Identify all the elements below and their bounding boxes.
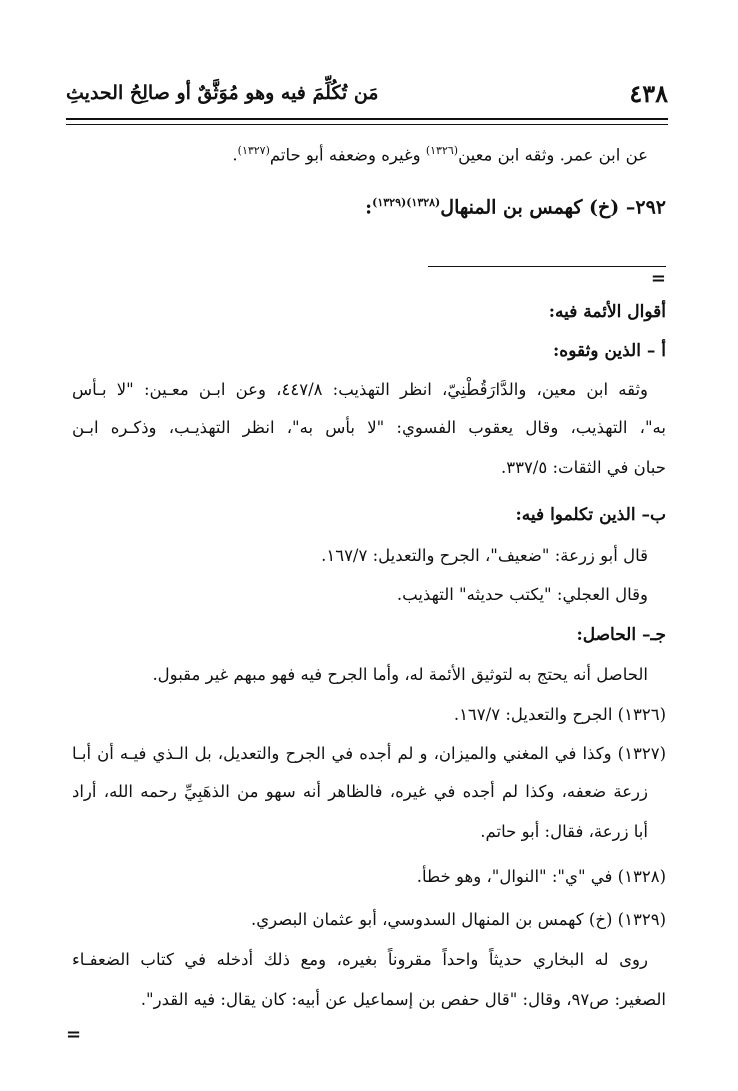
heading-result: جـ– الحاصل: [576,625,666,645]
body-text: وغيره وضعفه أبو حاتم [269,145,426,165]
entry-title-text: ٢٩٢– (خ) كهمس بن المنهال [440,196,666,219]
footnote-1327-line-3: أبا زرعة، فقال: أبو حاتم. [480,822,648,841]
continuation-mark-bottom: = [66,1024,82,1045]
trusted-line-3: حبان في الثقات: ٣٣٧/٥. [500,458,666,477]
entry-title-punct: : [365,196,373,219]
footnote-1327-line-1: (١٣٢٧) وكذا في المغني والميزان، و لم أجده في الجرح والتعديل، بل الـذي فيـه أن أبـا [72,744,666,763]
footnote-ref-1326: (١٣٢٦) [425,144,459,157]
entry-title [365,196,666,218]
header-rule [66,118,668,125]
footnote-1329-line-1: (١٣٢٩) (خ) كهمس بن المنهال السدوسي، أبو عثمان البصري. [251,910,666,929]
body-line-1 [232,144,648,165]
footnote-1327-line-2: زرعة ضعفه، وكذا لم أجده في غيره، فالظاهر أنه سهو من الذهَبِيِّ رحمه الله، أراد [72,782,648,801]
running-title: مَن تُكُلِّمَ فيه وهو مُوَثَّقٌ أو صالِحُ الحديثِ [66,82,379,104]
footnote-separator-rule [428,266,666,267]
trusted-line-1: وثقه ابن معين، والدَّارَقُطْنِيّ، انظر التهذيب: ٤٤٧/٨، وعن ابـن معـين: "لا بـأس [72,380,649,399]
body-text: عن ابن عمر. وثقه ابن معين [458,145,648,165]
page-header [66,70,668,116]
heading-sayings: أقوال الأئمة فيه: [548,302,666,322]
heading-critics: ب– الذين تكلموا فيه: [515,505,666,525]
result-line: الحاصل أنه يحتج به لتوثيق الأئمة له، وأما الجرح فيه فهو مبهم غير مقبول. [152,665,648,684]
footnote-1328: (١٣٢٨) في "ي": "النوال"، وهو خطأ. [416,867,666,886]
critics-line-1: قال أبو زرعة: "ضعيف"، الجرح والتعديل: ١٦٧/٧. [321,546,648,565]
page-number: ٤٣٨ [629,78,668,108]
continuation-mark: = [650,268,666,289]
footnote-ref-1327: (١٣٢٧) [237,144,270,157]
trusted-line-2: به"، التهذيب، وقال يعقوب الفسوي: "لا بأس به"، انظر التهذيـب، وذكـره ابـن [72,418,666,437]
critics-line-2: وقال العجلي: "يكتب حديثه" التهذيب. [396,585,648,604]
body-punct: . [232,145,238,165]
footnote-1329-line-3: الصغير: ص٩٧، وقال: "قال حفص بن إسماعيل عن أبيه: كان يقال: فيه القدر". [140,990,666,1009]
footnote-1329-line-2: روى له البخاري حديثاً واحداً مقروناً بغيره، ومع ذلك أدخله في كتاب الضعفـاء [72,950,648,969]
footnote-ref-1328-1329: (١٣٢٨)(١٣٢٩) [372,196,441,209]
heading-trusted: أ – الذين وثقوه: [553,341,666,361]
footnote-1326: (١٣٢٦) الجرح والتعديل: ١٦٧/٧. [453,705,666,724]
